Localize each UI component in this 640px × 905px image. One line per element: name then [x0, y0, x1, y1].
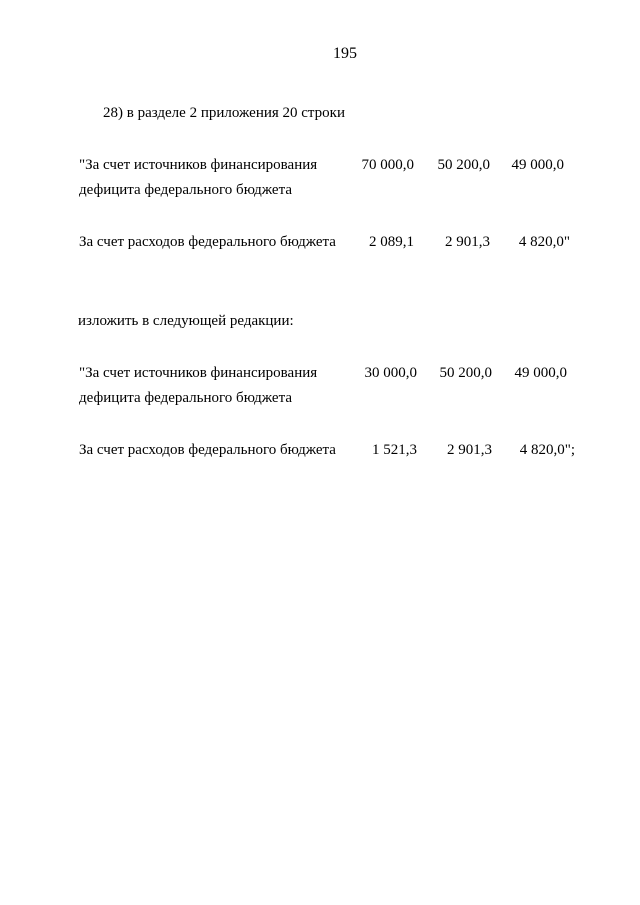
- old-row-1-label-line2: дефицита федерального бюджета: [79, 182, 292, 198]
- new-row-2-value-2: 2 901,3: [447, 442, 492, 458]
- new-row-1-value-1: 30 000,0: [364, 365, 417, 381]
- old-row-1-label-line1: "За счет источников финансирования: [79, 157, 318, 173]
- new-row-2-value-1: 1 521,3: [372, 442, 417, 458]
- amendment-intro: изложить в следующей редакции:: [78, 313, 294, 329]
- new-row-1-label-line2: дефицита федерального бюджета: [79, 390, 292, 406]
- old-row-1-value-1: 70 000,0: [361, 157, 414, 173]
- new-row-1-value-2: 50 200,0: [439, 365, 492, 381]
- old-row-2-value-1: 2 089,1: [369, 234, 414, 250]
- old-row-2-label: За счет расходов федерального бюджета: [79, 234, 336, 250]
- new-row-1-value-3: 49 000,0: [514, 365, 567, 381]
- new-row-1-label-line1: "За счет источников финансирования: [79, 365, 318, 381]
- old-row-1-value-3: 49 000,0: [511, 157, 564, 173]
- old-row-2-value-3: 4 820,0": [518, 234, 570, 250]
- new-row-2-label: За счет расходов федерального бюджета: [79, 442, 336, 458]
- old-row-2-value-2: 2 901,3: [445, 234, 490, 250]
- amendment-heading: 28) в разделе 2 приложения 20 строки: [103, 105, 345, 121]
- old-row-1-value-2: 50 200,0: [437, 157, 490, 173]
- page-number: 195: [333, 45, 357, 62]
- new-row-2-value-3: 4 820,0";: [519, 442, 575, 458]
